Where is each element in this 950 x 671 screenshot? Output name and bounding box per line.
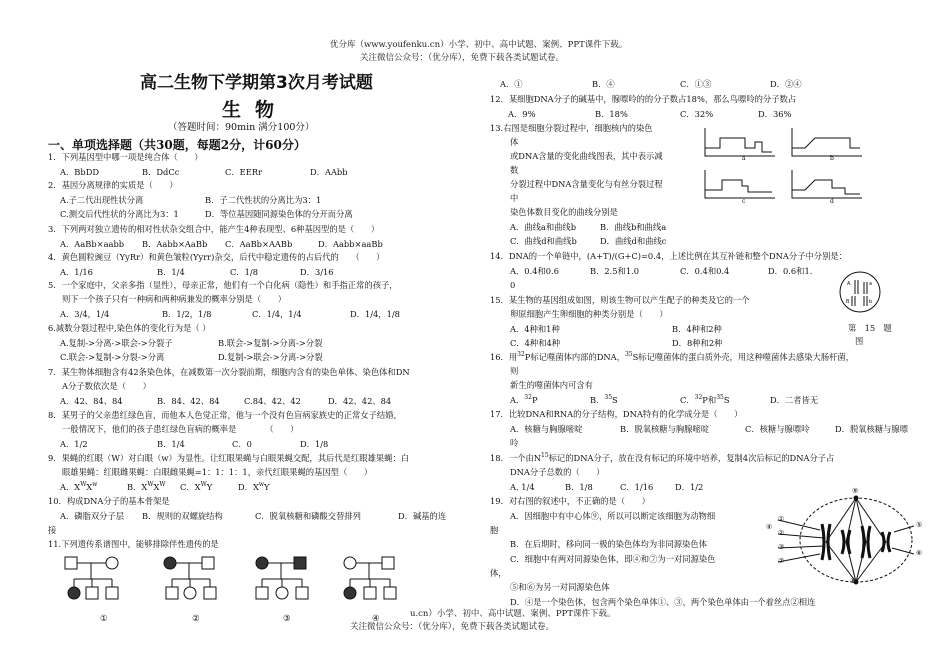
- svg-text:A: A: [847, 281, 851, 287]
- q2-option-b: B．子二代性状的分离比为3：1: [205, 195, 322, 205]
- q18-stem-2: DNA分子总数的（ ）: [510, 467, 605, 477]
- fig19-label-8: ⑧: [850, 577, 857, 585]
- q12-option-b: B．18%: [595, 109, 628, 119]
- q16-option-c: [680, 396, 730, 404]
- q10-option-d: D．碱基的连: [398, 511, 447, 521]
- q13-stem-6: 中: [510, 193, 519, 203]
- q19-option-d: D．④是一个染色体，包含两个染色单体①、③，两个染色单体由一个着丝点②相连: [510, 597, 816, 607]
- section-total: 60: [265, 138, 282, 152]
- q18-stem-1: [490, 454, 834, 462]
- q6-stem: 6.减数分裂过程中,染色体的变化行为是（ ）: [48, 323, 211, 333]
- q19-option-b: B．在后期时，移向同一极的染色体均为非同源染色体: [510, 539, 707, 549]
- graph-c-label: c: [742, 198, 746, 205]
- fig19-label-3: ③: [778, 543, 785, 551]
- q14-option-d: D．0.6和1.: [768, 266, 813, 276]
- q16-sup-1: 32: [517, 351, 525, 359]
- q10-option-c: C．脱氧核糖和磷酸交替排列: [255, 511, 361, 521]
- q16-stem-1: [490, 353, 854, 361]
- q10-tail: 接: [48, 525, 57, 535]
- section-points: 2: [220, 138, 230, 152]
- fig19-label-2: ②: [778, 529, 785, 537]
- q18-option-d: D．1/2: [675, 482, 704, 492]
- q5-stem-2: 则下一个孩子只有一种病和两种病兼发的概率分别是（ ）: [62, 294, 287, 304]
- q13-stem-1: 13.右图是细胞分裂过程中，细胞核内的染色: [490, 123, 653, 133]
- q12-option-d: D．36%: [758, 109, 792, 119]
- section-heading: [48, 136, 306, 153]
- q4-option-d: D．3/16: [300, 267, 334, 277]
- q19-option-a-2: 胞: [490, 525, 499, 535]
- q3-option-a: A．AaBb×aabb: [60, 239, 125, 249]
- q19-stem: 19．对右图的叙述中，不正确的是（ ）: [490, 496, 650, 506]
- q4-option-a: A．1/16: [60, 267, 93, 277]
- fig19-label-4: ④: [766, 523, 773, 531]
- q8-option-b: B．1/4: [157, 439, 185, 449]
- fig19-label-1: ①: [778, 515, 785, 523]
- fig19-label-5: ⑤: [916, 521, 923, 529]
- q5-option-d: D．1/4，1/8: [350, 309, 400, 319]
- q16-option-b-post: S: [612, 395, 618, 405]
- q19-cell-figure: [768, 487, 928, 590]
- q14-option-b: B．2.5和1.0: [590, 266, 640, 276]
- q16-option-a-pre: A．: [510, 395, 525, 405]
- q15-cell-figure: [838, 268, 882, 318]
- q11-option-c: C．①③: [680, 79, 712, 89]
- q8-stem-1: 8．某男子的父亲患红绿色盲，而他本人色觉正常，他与一个没有色盲病家族史的正常女子结婚，: [48, 410, 402, 420]
- svg-text:B: B: [846, 299, 850, 305]
- q17-option-d: D．脱氧核糖与腺嘌: [835, 424, 909, 434]
- q16-option-c-sup-2: 35: [716, 394, 724, 402]
- section-count: 30: [156, 138, 173, 152]
- q6-option-a: A.复制->分离->联会->分裂子: [60, 338, 173, 348]
- q4-option-c: C．1/8: [230, 267, 258, 277]
- q11-option-d: D．②④: [770, 79, 802, 89]
- q1-stem: 1．下列基因型中哪一项是纯合体（ ）: [48, 152, 203, 162]
- q8-option-a: A．1/2: [60, 439, 88, 449]
- q3-option-d: D．Aabb×aaBb: [318, 239, 383, 249]
- pedigree-label-3: ③: [283, 613, 291, 623]
- q16-option-b-pre: B．: [590, 395, 605, 405]
- graph-b-label: b: [830, 155, 834, 162]
- q10-option-a: A．磷脂双分子层: [60, 511, 125, 521]
- q6-option-d: D.复制->联会->分离->分裂: [218, 352, 323, 362]
- q18-option-c: C．1/16: [620, 482, 654, 492]
- q15-option-b: B．4种和2种: [672, 324, 722, 334]
- q5-option-b: B．1/2，1/8: [162, 309, 212, 319]
- q6-option-c: C.联会->复制->分裂->分离: [60, 352, 165, 362]
- q13-stem-5: 分裂过程中DNA含量变化与有丝分裂过程: [510, 179, 663, 189]
- q19-option-c-3: ⑤和⑥为另一对同源染色体: [510, 582, 610, 592]
- q13-stem-2: 体: [510, 137, 519, 147]
- q7-option-b: B．84、42、84: [157, 396, 220, 406]
- q16-option-a-post: P: [531, 395, 538, 405]
- q18-sup: 15: [541, 452, 549, 460]
- q12-option-c: C．32%: [680, 109, 714, 119]
- q8-option-c: C．0: [232, 439, 252, 449]
- q7-option-a: A．42、84、84: [60, 396, 123, 406]
- q13-graphs: [700, 126, 870, 210]
- section-label-b: 题，每题: [172, 138, 221, 152]
- q12-stem: 12．某细胞DNA分子的碱基中，腺嘌呤的的分子数占18%，那么鸟嘌呤的分子数占: [490, 94, 797, 104]
- fig19-label-7: ⑦: [778, 557, 785, 565]
- fig15-caption-2: 图: [855, 336, 864, 346]
- graph-a-label: a: [742, 155, 746, 162]
- q14-option-a: A．0.4和0.6: [510, 266, 559, 276]
- q18-pre: 18．一个由N: [490, 453, 542, 463]
- footer-line-2: 关注微信公众号：（优分库），免费下载各类试题试卷。: [350, 622, 555, 632]
- page-title: 高二生物下学期第3次月考试题: [140, 73, 373, 93]
- q8-stem-2: 一般情况下，他们的孩子患红绿色盲病的概率是 （ ）: [62, 424, 299, 434]
- q16-sup-2: 35: [624, 351, 633, 359]
- q9-option-b: B．$X^WX^W$: [127, 481, 166, 492]
- q17-stem: 17．比较DNA和RNA的分子结构，DNA特有的化学成分是（ ）: [490, 409, 743, 419]
- q14-tail: 0: [510, 280, 516, 290]
- graph-d: [792, 170, 862, 198]
- q16-option-a: [510, 396, 538, 404]
- pedigree-1: [65, 557, 118, 599]
- q16-stem-3: 新生的噬菌体内可含有: [510, 380, 593, 390]
- q13-option-a: A．曲线a和曲线b: [510, 222, 577, 232]
- exam-info: （答题时间：90min 满分100分）: [168, 122, 315, 133]
- q7-stem-2: A分子数依次是（ ）: [62, 381, 151, 391]
- pedigree-3: [256, 557, 308, 599]
- q16-option-c-mid: P和: [702, 395, 717, 405]
- q15-option-a: A．4种和1种: [510, 324, 560, 334]
- q5-stem-1: 5．一个家庭中，父亲多指（显性），母亲正常，他们有一个白化病（隐性）和手指正常的孩子，: [48, 280, 398, 290]
- q1-option-c: C．EERr: [225, 167, 262, 177]
- q17-option-c: C．核糖与腺嘌呤: [745, 424, 810, 434]
- q19-option-a: A．因细胞中有中心体⑨，所以可以断定该细胞为动物细: [510, 511, 716, 521]
- q5-option-a: A．3/4，1/4: [60, 309, 110, 319]
- fig19-label-9: ⑨: [852, 487, 859, 495]
- pedigree-2: [164, 557, 216, 599]
- q16-option-c-post: S: [723, 395, 730, 405]
- q15-option-d: D．8种和2种: [672, 338, 723, 348]
- q19-option-c-2: 体，: [490, 568, 507, 578]
- q16-mid-2: S标记噬菌体的蛋白质外壳，用这种噬菌体去感染大肠杆菌，: [632, 352, 855, 362]
- q11-option-a: A．①: [500, 79, 523, 89]
- q15-stem-1: 15．某生物的基因组成如图，则该生物可以产生配子的种类及它的一个: [490, 295, 750, 305]
- q8-option-d: D．1/8: [300, 439, 329, 449]
- q3-stem: 3．下列两对独立遗传的相对性状杂交组合中，能产生4种表现型、6种基因型的是（ ）: [48, 224, 380, 234]
- q7-option-c: C.84、42、42: [244, 396, 301, 406]
- q7-stem-1: 7．某生物体细胞含有42条染色体，在减数第一次分裂前期，细胞内含有的染色单体、染色体和DN: [48, 367, 410, 377]
- q16-option-b: [590, 396, 618, 404]
- header-line-1: 优分库（www.youfenku.cn）小学、初中、高中试题、案例、PPT课件下载。: [330, 40, 628, 50]
- q2-option-c: C.测交后代性状的分离比为3：1: [60, 209, 179, 219]
- q3-option-c: C．AaBb×AABb: [225, 239, 293, 249]
- q13-option-b: B．曲线b和曲线a: [600, 222, 667, 232]
- header-line-2: 关注微信公众号：（优分库），免费下载各类试题试卷。: [360, 53, 565, 63]
- q11-option-b: B．④: [592, 79, 615, 89]
- q13-option-c: C．曲线d和曲线b: [510, 236, 577, 246]
- q10-stem: 10．构成DNA分子的基本骨架是: [48, 496, 170, 506]
- q16-option-c-sup-1: 32: [694, 394, 703, 402]
- q1-option-a: A．BbDD: [60, 167, 100, 177]
- q17-option-b: B．脱氧核糖与胸腺嘧啶: [620, 424, 710, 434]
- q16-stem-2: 则: [510, 366, 519, 376]
- q9-option-a: A．$X^WX^w$: [60, 481, 98, 492]
- q1-option-b: B．DdCc: [142, 167, 180, 177]
- subject-title: 生物: [222, 99, 289, 121]
- q16-option-c-pre: C．: [680, 395, 695, 405]
- q18-option-a: A. 1/4: [510, 482, 535, 492]
- q15-stem-2: 卵原细胞产生卵细胞的种类分别是（ ）: [510, 309, 668, 319]
- q11-stem: 11.下列遗传系谱图中，能够排除伴性遗传的是: [48, 539, 219, 549]
- graph-c: [705, 170, 775, 198]
- q18-post: 标记的DNA分子，放在没有标记的环境中培养，复制4次后标记的DNA分子占: [548, 453, 835, 463]
- q16-option-a-sup: 32: [524, 394, 532, 402]
- fig15-caption-1: 第 15 题: [848, 323, 892, 333]
- section-label-a: 一、单项选择题（共: [48, 138, 157, 152]
- section-label-d: 分）: [281, 138, 306, 152]
- pedigree-label-1: ①: [100, 613, 108, 623]
- q14-option-c: C．0.4和0.4: [680, 266, 730, 276]
- pedigree-label-2: ②: [192, 613, 200, 623]
- q2-option-d: D．等位基因随同源染色体的分开而分离: [205, 209, 353, 219]
- q9-stem-1: 9．果蝇的红眼（W）对白眼（w）为显性。让红眼果蝇与白眼果蝇交配，其后代是红眼雄果蝇：白: [48, 453, 410, 463]
- q14-stem: 14．DNA的一个单链中，(A+T)/(G+C)=0.4，上述比例在其互补链和整个DNA分子中分别是：: [490, 251, 847, 261]
- q10-option-b: B．规则的双螺旋结构: [142, 511, 223, 521]
- q1-option-d: D．AAbb: [310, 167, 348, 177]
- q2-stem: 2．基因分离规律的实质是（ ）: [48, 180, 178, 190]
- q12-option-a: A．9%: [508, 109, 536, 119]
- q13-option-d: D．曲线d和曲线c: [600, 236, 667, 246]
- q15-option-c: C．4种和4种: [510, 338, 561, 348]
- q18-option-b: B．1/8: [565, 482, 593, 492]
- q19-option-c: C．细胞中有两对同源染色体，即④和⑦为一对同源染色: [510, 554, 716, 564]
- q4-option-b: B．1/4: [157, 267, 185, 277]
- pedigree-4: [344, 557, 396, 599]
- q16-mid-1: P标记噬菌体内部的DNA，: [524, 352, 625, 362]
- pedigree-figures: [60, 553, 460, 613]
- q16-option-d: D．二者皆无: [770, 395, 819, 405]
- fig19-label-6: ⑥: [916, 549, 923, 557]
- svg-text:b: b: [869, 299, 873, 305]
- pedigree-label-4: ④: [372, 613, 380, 623]
- q13-stem-4: 数: [510, 165, 519, 175]
- q13-stem-7: 染色体数目变化的曲线分别是: [510, 207, 618, 217]
- q9-stem-2: 眼雄果蝇：红眼雌果蝇：白眼雌果蝇=1：1：1：1，亲代红眼果蝇的基因型（ ）: [62, 467, 373, 477]
- q13-stem-3: 或DNA含量的变化曲线图表，其中表示减: [510, 151, 663, 161]
- q6-option-b: B.联会->复制->分离->分裂: [218, 338, 323, 348]
- svg-text:a: a: [869, 281, 873, 287]
- footer-line-1: u.cn）小学、初中、高中试题、案例、PPT课件下载。: [410, 609, 616, 619]
- q9-option-d: D．$X^wY$: [238, 481, 270, 492]
- q3-option-b: B．Aabb×AaBb: [142, 239, 208, 249]
- graph-a: [705, 128, 775, 156]
- section-label-c: 分，计: [229, 138, 266, 152]
- q16-pre: 16．用: [490, 352, 518, 362]
- q2-option-a: A.子二代出现性状分离: [60, 195, 144, 205]
- q7-option-d: D．42、42、84: [328, 396, 392, 406]
- q4-stem: 4．黄色圆粒豌豆（YyRr）和黄色皱粒(Yyrr)杂交，后代中稳定遗传的占后代的 （ ）: [48, 252, 385, 262]
- q16-option-b-sup: 35: [604, 394, 613, 402]
- q17-option-a: A．核糖与胸腺嘧啶: [510, 424, 583, 434]
- graph-b: [792, 128, 862, 156]
- q5-option-c: C．1/4，1/4: [252, 309, 302, 319]
- q9-option-c: C．$X^WY$: [180, 481, 213, 492]
- q17-tail: 呤: [510, 438, 519, 448]
- graph-d-label: d: [830, 198, 834, 205]
